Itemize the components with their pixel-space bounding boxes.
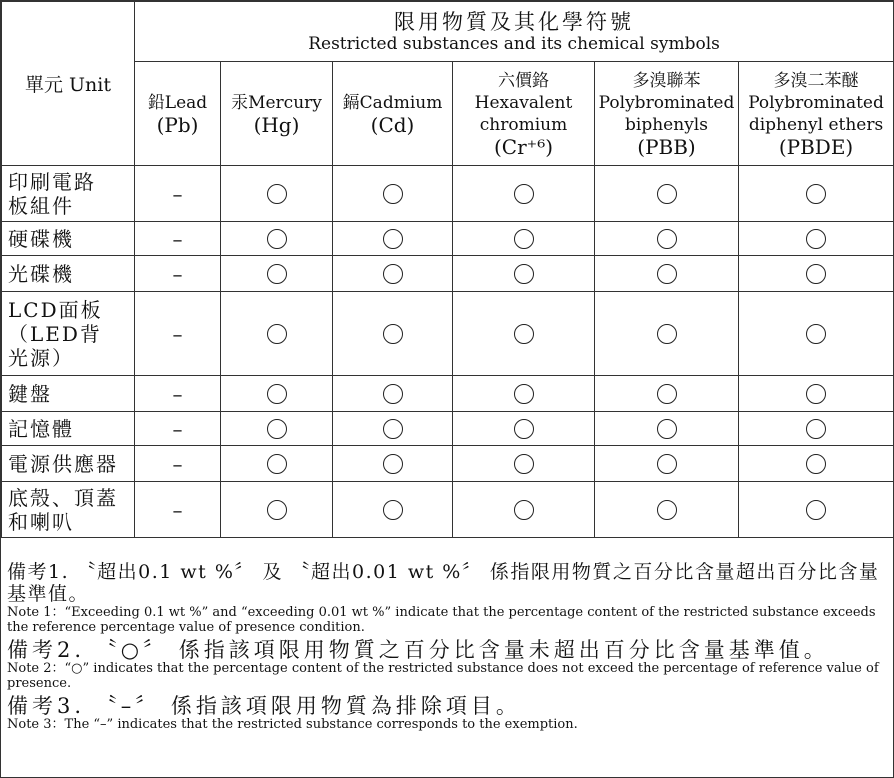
compliant-cell xyxy=(739,412,894,446)
compliant-cell xyxy=(221,222,333,256)
circle-icon xyxy=(267,500,287,520)
table-row xyxy=(2,482,894,538)
circle-icon xyxy=(267,384,287,404)
circle-icon xyxy=(806,419,826,439)
compliant-cell xyxy=(333,376,453,412)
circle-icon xyxy=(383,419,403,439)
compliant-cell xyxy=(221,256,333,292)
note3-zh: 備考3. 〝–〞 係指該項限用物質為排除項目。 xyxy=(7,694,521,718)
compliant-cell xyxy=(739,482,894,538)
note1-zh: 備考1. 〝超出0.1 wt %〞 及 〝超出0.01 wt %〞 係指限用物質之百分比含量超出百分比含量基準值。 xyxy=(7,561,880,605)
circle-icon xyxy=(806,264,826,284)
column-header-line: (Hg) xyxy=(253,112,300,137)
circle-icon xyxy=(514,384,534,404)
substances-title-zh: 限用物質及其化學符號 xyxy=(394,9,635,34)
substance-column-headers xyxy=(2,62,894,166)
column-header-line: (PBB) xyxy=(637,134,696,159)
column-header-line: Polybrominated xyxy=(598,92,735,113)
compliant-cell xyxy=(221,292,333,376)
substances-title-en: Restricted substances and its chemical symbols xyxy=(308,33,720,54)
column-header-line: 鉛Lead xyxy=(147,92,208,113)
compliant-cell xyxy=(453,292,595,376)
circle-icon xyxy=(806,184,826,204)
column-header-line: (Cd) xyxy=(370,112,415,137)
circle-icon xyxy=(383,324,403,344)
unit-header: 單元 Unit xyxy=(2,2,135,166)
exemption-cell: – xyxy=(135,412,221,446)
circle-icon xyxy=(806,324,826,344)
compliant-cell xyxy=(595,376,739,412)
column-header-5 xyxy=(739,62,894,166)
circle-icon xyxy=(657,500,677,520)
exemption-cell: – xyxy=(135,166,221,222)
table-row xyxy=(2,376,894,412)
circle-icon xyxy=(657,229,677,249)
compliant-cell xyxy=(595,166,739,222)
circle-icon xyxy=(806,229,826,249)
column-header-line: 多溴聯苯 xyxy=(632,70,701,91)
column-header-line: biphenyls xyxy=(625,114,708,135)
column-header-line: (Cr⁺⁶) xyxy=(493,134,554,159)
compliant-cell xyxy=(221,482,333,538)
circle-icon xyxy=(267,419,287,439)
compliant-cell xyxy=(333,412,453,446)
column-header-4 xyxy=(595,62,739,166)
column-header-line: (Pb) xyxy=(156,112,199,137)
compliant-cell xyxy=(739,292,894,376)
row-label: 電源供應器 xyxy=(2,446,135,482)
circle-icon xyxy=(806,454,826,474)
column-header-line: 鎘Cadmium xyxy=(342,92,443,113)
compliant-cell xyxy=(333,166,453,222)
circle-icon xyxy=(267,184,287,204)
compliant-cell xyxy=(333,222,453,256)
circle-icon xyxy=(657,184,677,204)
circle-icon xyxy=(514,500,534,520)
compliant-cell xyxy=(453,256,595,292)
compliant-cell xyxy=(453,222,595,256)
compliant-cell xyxy=(333,446,453,482)
column-header-0 xyxy=(135,62,221,166)
row-label: 鍵盤 xyxy=(2,376,135,412)
circle-icon xyxy=(657,264,677,284)
compliant-cell xyxy=(595,292,739,376)
restricted-substances-table xyxy=(1,1,894,538)
exemption-cell: – xyxy=(135,292,221,376)
compliant-cell xyxy=(595,256,739,292)
note3-en: Note 3：The “–” indicates that the restricted substance corresponds to the exemption. xyxy=(7,717,578,732)
circle-icon xyxy=(657,324,677,344)
column-header-line: diphenyl ethers xyxy=(748,114,884,135)
compliant-cell xyxy=(221,376,333,412)
circle-icon xyxy=(514,229,534,249)
compliant-cell xyxy=(453,446,595,482)
column-header-line: 六價鉻 xyxy=(498,70,549,91)
circle-icon xyxy=(514,419,534,439)
circle-icon xyxy=(267,229,287,249)
exemption-cell: – xyxy=(135,482,221,538)
exemption-cell: – xyxy=(135,446,221,482)
row-label: 印刷電路 板組件 xyxy=(2,166,135,222)
compliant-cell xyxy=(453,376,595,412)
note2-zh: 備考2. 〝○〞 係指該項限用物質之百分比含量未超出百分比含量基準值。 xyxy=(7,638,829,662)
compliant-cell xyxy=(453,482,595,538)
table-row xyxy=(2,292,894,376)
compliant-cell xyxy=(739,376,894,412)
circle-icon xyxy=(383,454,403,474)
table-row xyxy=(2,222,894,256)
table-row xyxy=(2,166,894,222)
compliant-cell xyxy=(221,166,333,222)
compliant-cell xyxy=(453,412,595,446)
table-row xyxy=(2,446,894,482)
row-label: 硬碟機 xyxy=(2,222,135,256)
compliant-cell xyxy=(221,412,333,446)
compliant-cell xyxy=(333,256,453,292)
circle-icon xyxy=(383,264,403,284)
exemption-cell: – xyxy=(135,376,221,412)
notes-section xyxy=(7,561,887,732)
exemption-cell: – xyxy=(135,256,221,292)
row-label: 光碟機 xyxy=(2,256,135,292)
column-header-line: 汞Mercury xyxy=(231,92,322,113)
circle-icon xyxy=(383,184,403,204)
exemption-cell: – xyxy=(135,222,221,256)
note2-en: Note 2：“○” indicates that the percentage content of the restricted substance does not exceed the percentage of reference value of presence. xyxy=(7,661,879,691)
compliant-cell xyxy=(595,482,739,538)
compliant-cell xyxy=(333,482,453,538)
circle-icon xyxy=(514,184,534,204)
compliant-cell xyxy=(453,166,595,222)
circle-icon xyxy=(806,500,826,520)
column-header-2 xyxy=(333,62,453,166)
circle-icon xyxy=(267,264,287,284)
row-label: 底殼、頂蓋 和喇叭 xyxy=(2,482,135,538)
circle-icon xyxy=(514,264,534,284)
compliant-cell xyxy=(221,446,333,482)
compliant-cell xyxy=(595,446,739,482)
circle-icon xyxy=(383,500,403,520)
compliant-cell xyxy=(739,222,894,256)
column-header-line: Hexavalent xyxy=(474,92,573,113)
circle-icon xyxy=(267,324,287,344)
table-body xyxy=(2,166,894,538)
row-label: 記憶體 xyxy=(2,412,135,446)
column-header-line: (PBDE) xyxy=(778,134,854,159)
column-header-line: 多溴二苯醚 xyxy=(773,70,859,91)
compliant-cell xyxy=(333,292,453,376)
circle-icon xyxy=(657,454,677,474)
column-header-line: Polybrominated xyxy=(748,92,884,113)
compliant-cell xyxy=(595,222,739,256)
compliant-cell xyxy=(739,446,894,482)
circle-icon xyxy=(514,454,534,474)
circle-icon xyxy=(657,384,677,404)
compliant-cell xyxy=(739,166,894,222)
circle-icon xyxy=(267,454,287,474)
table-row xyxy=(2,412,894,446)
note1-en: Note 1：“Exceeding 0.1 wt %” and “exceeding 0.01 wt %” indicate that the percentage content of the restricted substance exceeds the reference percentage value of presence condition. xyxy=(7,605,876,635)
table-row xyxy=(2,256,894,292)
circle-icon xyxy=(383,384,403,404)
column-header-1 xyxy=(221,62,333,166)
column-header-3 xyxy=(453,62,595,166)
circle-icon xyxy=(383,229,403,249)
compliant-cell xyxy=(595,412,739,446)
row-label: LCD面板 （LED背 光源） xyxy=(2,292,135,376)
substances-title-cell xyxy=(135,2,894,62)
circle-icon xyxy=(806,384,826,404)
circle-icon xyxy=(514,324,534,344)
circle-icon xyxy=(657,419,677,439)
column-header-line: chromium xyxy=(479,114,568,135)
compliant-cell xyxy=(739,256,894,292)
